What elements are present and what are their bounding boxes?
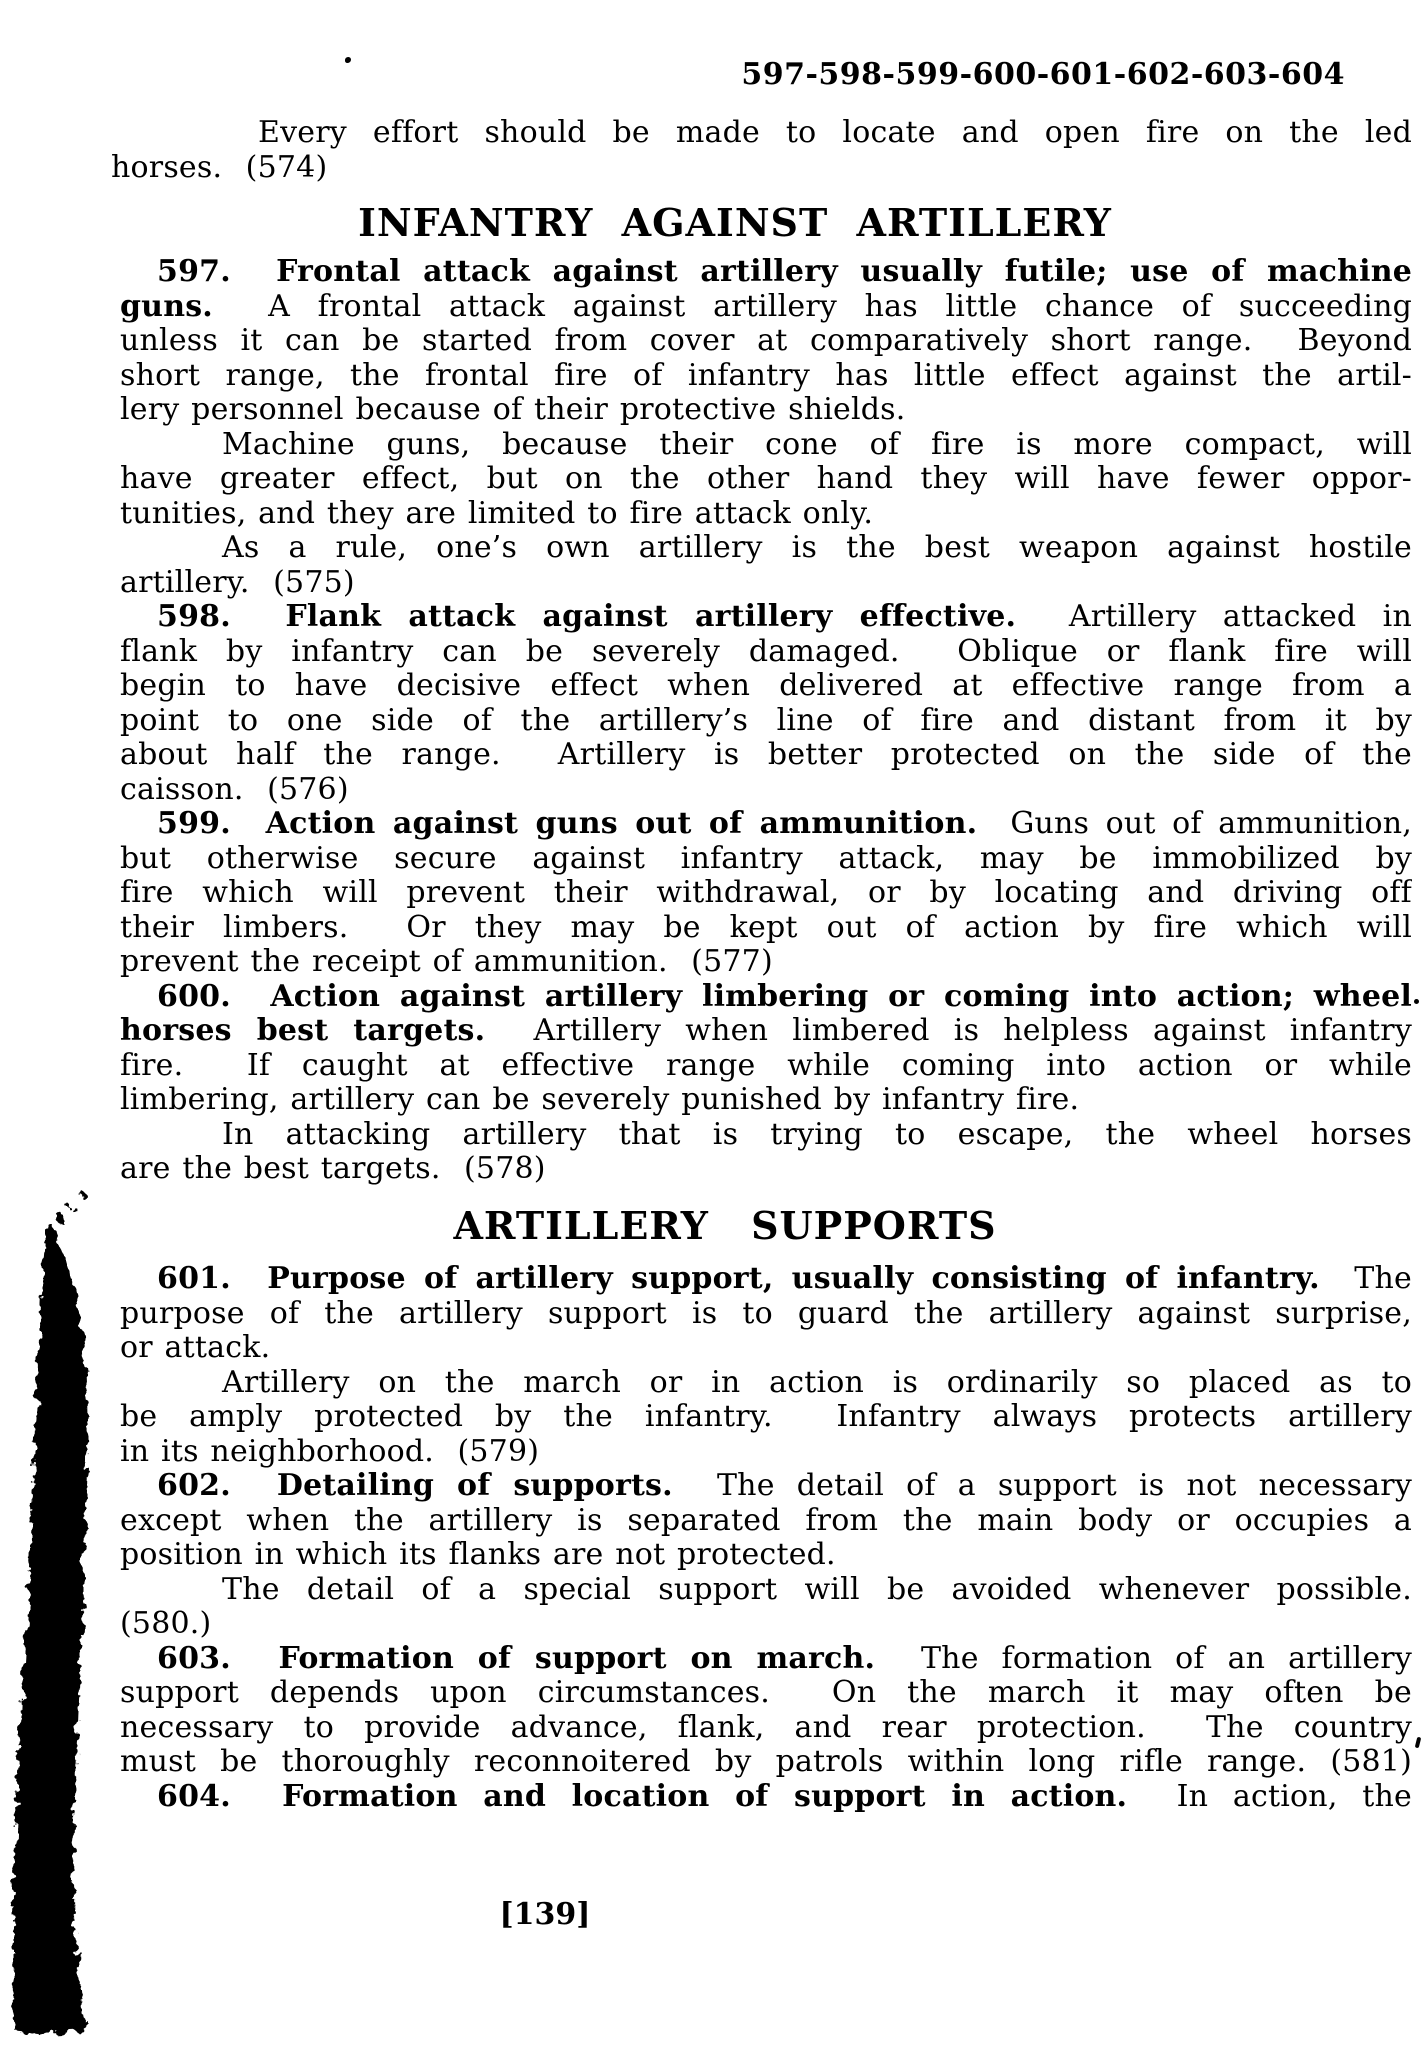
text-line (120, 531, 1412, 566)
text-segment: position in which its flanks are not protected. (120, 1538, 836, 1572)
page-number: [139] (499, 1897, 591, 1932)
text-segment: prevent the receipt of ammunition. (577) (120, 945, 773, 979)
text-segment: As a rule, one’s own artillery is the best weapon against hostile (222, 531, 1412, 565)
text-line (120, 1366, 1412, 1401)
text-segment: support depends upon circumstances. On the march it may often be (120, 1676, 1412, 1710)
ink-speck (1415, 1737, 1422, 1749)
text-line (120, 1152, 1412, 1187)
text-line (120, 1745, 1412, 1780)
text-segment: limbering, artillery can be severely punished by infantry fire. (120, 1083, 1080, 1117)
text-segment: fire which will prevent their withdrawal, or by locating and driving off (120, 876, 1412, 910)
text-segment: are the best targets. (578) (120, 1152, 546, 1186)
text-line (120, 1014, 1412, 1049)
text-line (120, 1780, 1412, 1815)
text-line (120, 497, 1412, 532)
text-line (120, 462, 1412, 497)
text-line (120, 876, 1412, 911)
text-line (120, 290, 1412, 325)
text-segment: In action, the (1127, 1779, 1412, 1814)
text-segment: flank by infantry can be severely damaged. Oblique or flank fire will (120, 634, 1412, 669)
text-segment: In attacking artillery that is trying to escape, the wheel horses (222, 1117, 1412, 1152)
text-line (120, 600, 1412, 635)
text-line (120, 1118, 1412, 1153)
text-segment: but otherwise secure against infantry attack, may be immobilized by (120, 841, 1412, 876)
text-segment: purpose of the artillery support is to guard the artillery against surprise, (120, 1296, 1412, 1331)
text-segment: The (1319, 1262, 1412, 1296)
ink-blot-artifact (0, 1178, 115, 2051)
text-segment: except when the artillery is separated from the main body or occupies a (120, 1503, 1412, 1538)
text-line (120, 1538, 1412, 1573)
text-segment: necessary to provide advance, flank, and rear protection. The country (120, 1710, 1412, 1745)
text-segment: Artillery on the march or in action is ordinarily so placed as to (222, 1365, 1412, 1400)
text-segment: artillery. (575) (120, 565, 355, 600)
text-segment: be amply protected by the infantry. Infantry always protects artillery (120, 1400, 1412, 1434)
bold-text-segment: 600. Action against artillery limbering or coming into action; wheel (157, 979, 1412, 1014)
bold-text-segment: 597. Frontal attack against artillery usually futile; use of machine (157, 255, 1412, 289)
text-segment: unless it can be started from cover at comparatively short range. Beyond (120, 324, 1412, 358)
text-line (120, 980, 1412, 1015)
text-segment: their limbers. Or they may be kept out of action by fire which will (120, 910, 1412, 945)
text-line (120, 911, 1412, 946)
bold-text-segment: 602. Detailing of supports. (157, 1469, 673, 1503)
text-segment: The detail of a special support will be avoided whenever possible. (222, 1572, 1412, 1607)
text-line (120, 359, 1412, 394)
text-line (120, 842, 1412, 877)
text-line (120, 1504, 1412, 1539)
bold-text-segment: 603. Formation of support on march. (157, 1641, 876, 1676)
text-line (120, 1711, 1412, 1746)
text-line (120, 1083, 1412, 1118)
text-segment: or attack. (120, 1331, 271, 1365)
bold-text-segment: horses best targets. (120, 1014, 486, 1048)
ink-speck (345, 57, 351, 63)
text-line (120, 1297, 1412, 1332)
text-segment: A frontal attack against artillery has little chance of succeeding (212, 289, 1412, 324)
text-line (120, 1573, 1412, 1608)
text-segment: tunities, and they are limited to fire attack only. (120, 496, 874, 531)
text-line (120, 1607, 1412, 1642)
text-line (120, 1435, 1412, 1470)
text-segment: The detail of a support is not necessary (672, 1469, 1412, 1503)
text-segment: short range, the frontal fire of infantry has little effect against the artil- (120, 358, 1412, 393)
bold-text-segment: 604. Formation and location of support in action. (157, 1779, 1128, 1814)
text-segment: horses. (574) (111, 150, 328, 185)
text-segment: (580.) (120, 1607, 212, 1641)
text-line (120, 1642, 1412, 1677)
text-line (120, 945, 1412, 980)
text-segment: have greater effect, but on the other hand they will have fewer oppor- (120, 462, 1412, 496)
text-segment: Guns out of ammunition, (977, 807, 1412, 841)
text-line (120, 807, 1412, 842)
text-segment: Machine guns, because their cone of fire is more compact, will (222, 427, 1412, 462)
text-block-front (111, 116, 1412, 185)
text-line (120, 393, 1412, 428)
text-line (120, 255, 1412, 290)
text-line (120, 738, 1412, 773)
text-segment: in its neighborhood. (579) (120, 1434, 540, 1469)
text-line (120, 566, 1412, 601)
text-segment: Artillery when limbered is helpless against infantry (485, 1014, 1412, 1048)
text-line (120, 1331, 1412, 1366)
text-line (111, 151, 1412, 186)
text-line (120, 324, 1412, 359)
text-line (120, 635, 1412, 670)
bold-text-segment: 598. Flank attack against artillery effective. (157, 600, 1017, 634)
bold-text-segment: 599. Action against guns out of ammunition. (157, 807, 978, 841)
text-line (120, 1469, 1412, 1504)
page-header-paragraph-numbers: 597-598-599-600-601-602-603-604 (741, 57, 1345, 92)
text-line (120, 1400, 1412, 1435)
text-line (120, 704, 1412, 739)
ink-speck (1414, 999, 1419, 1004)
text-segment: Artillery attacked in (1016, 600, 1412, 634)
text-block-body1 (120, 255, 1412, 1187)
text-line (120, 773, 1412, 808)
text-line (120, 428, 1412, 463)
text-segment: point to one side of the artillery’s line of fire and distant from it by (120, 703, 1412, 738)
text-segment: must be thoroughly reconnoitered by patrols within long rifle range. (581) (120, 1745, 1412, 1779)
text-segment: caisson. (576) (120, 772, 349, 807)
text-line (120, 1049, 1412, 1084)
text-line (120, 1676, 1412, 1711)
section-heading: INFANTRY AGAINST ARTILLERY (358, 200, 1112, 245)
text-segment: The formation of an artillery (875, 1641, 1412, 1676)
section-heading: ARTILLERY SUPPORTS (453, 1203, 997, 1248)
text-line (120, 1262, 1412, 1297)
text-block-body2 (120, 1262, 1412, 1814)
text-segment: lery personnel because of their protective shields. (120, 393, 906, 427)
text-segment: begin to have decisive effect when delivered at effective range from a (120, 669, 1412, 703)
text-line (120, 669, 1412, 704)
text-segment: Every effort should be made to locate and open fire on the led (258, 116, 1412, 150)
text-line (120, 116, 1412, 151)
text-segment: fire. If caught at effective range while coming into action or while (120, 1048, 1412, 1083)
bold-text-segment: guns. (120, 289, 213, 324)
bold-text-segment: 601. Purpose of artillery support, usually consisting of infantry. (157, 1262, 1320, 1296)
text-segment: about half the range. Artillery is better protected on the side of the (120, 738, 1412, 772)
